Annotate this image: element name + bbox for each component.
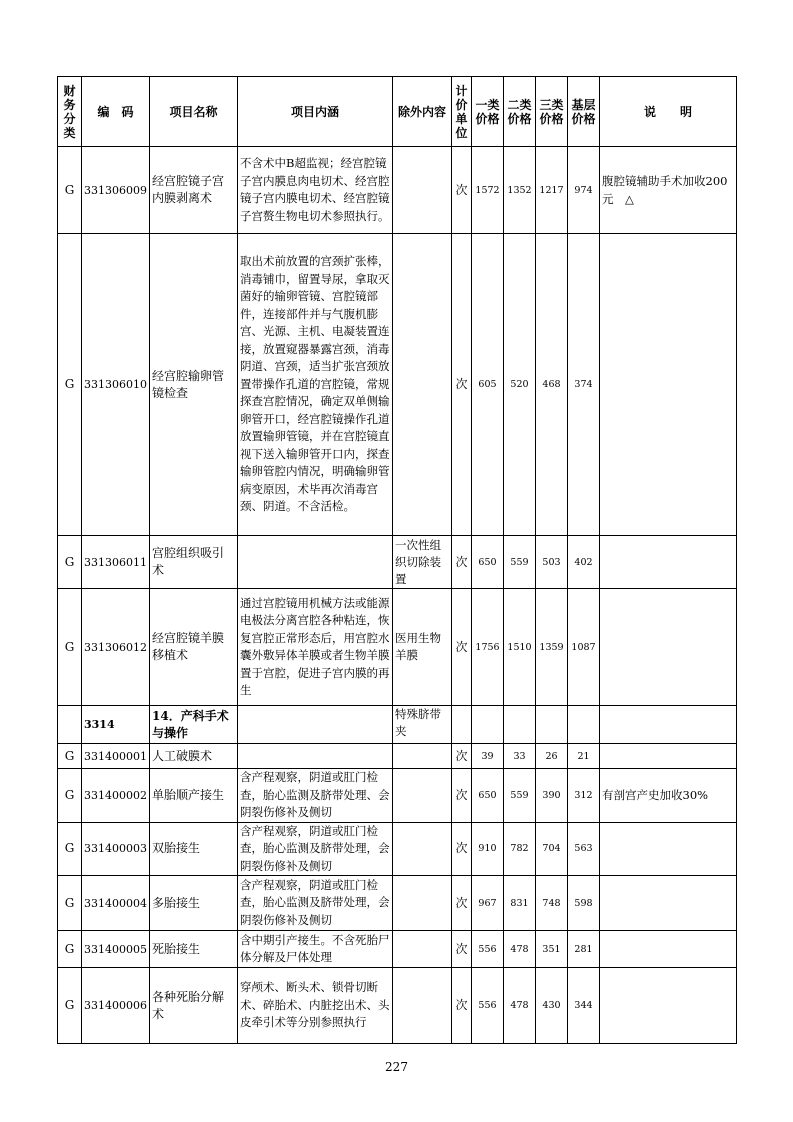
price1-cell: [472, 706, 504, 744]
price1-cell: 605: [472, 234, 504, 536]
exclusion-cell: 特殊脐带夹: [393, 706, 452, 744]
header-price2: 二类价格: [504, 77, 536, 147]
page-number: 227: [385, 1060, 408, 1074]
header-code: 编 码: [82, 77, 150, 147]
price3-cell: 351: [536, 931, 568, 968]
note-cell: 有剖宫产史加收30%: [600, 769, 737, 823]
name-cell: 宫腔组织吸引术: [150, 536, 238, 589]
name-cell: 死胎接生: [150, 931, 238, 968]
table-row: [58, 931, 737, 968]
price3-cell: 748: [536, 876, 568, 931]
price3-cell: [536, 706, 568, 744]
unit-cell: 次: [452, 744, 472, 769]
content-cell: 含产程观察，阴道或肛门检查，胎心监测及脐带处理，会阴裂伤修补及侧切: [238, 876, 393, 931]
code-cell: 331400006: [82, 968, 150, 1044]
note-cell: [600, 822, 737, 876]
exclusion-cell: 一次性组织切除装置: [393, 536, 452, 589]
code-cell: 331400001: [82, 744, 150, 769]
price-base-cell: 563: [568, 822, 600, 876]
price2-cell: 831: [504, 876, 536, 931]
header-price3: 三类价格: [536, 77, 568, 147]
name-cell: 经宫腔输卵管镜检查: [150, 234, 238, 536]
category-cell: G: [58, 876, 82, 931]
unit-cell: 次: [452, 234, 472, 536]
exclusion-cell: [393, 147, 452, 234]
price2-cell: 520: [504, 234, 536, 536]
content-cell: 取出术前放置的宫颈扩张棒，消毒铺巾，留置导尿，拿取灭菌好的输卵管镜、宫腔镜部件，连接部件并与气腹机膨宫、光源、主机、电凝装置连接，放置窥器暴露宫颈，消毒阴道、宫颈，适当扩张宫颈放置带操作孔道的宫腔镜，常规探查宫腔情况，确定双单侧输卵管开口，经宫腔镜操作孔道放置输卵管镜，并在宫腔镜直视下送入输卵管开口内，探查输卵管腔内情况，明确输卵管病变原因，术毕再次消毒宫颈、阴道。不含活检。: [238, 234, 393, 536]
category-cell: G: [58, 536, 82, 589]
code-cell: 331306012: [82, 589, 150, 706]
note-cell: [600, 589, 737, 706]
code-cell: 331400002: [82, 769, 150, 823]
price2-cell: 559: [504, 536, 536, 589]
price1-cell: 556: [472, 968, 504, 1044]
table-row: [58, 822, 737, 876]
exclusion-cell: [393, 822, 452, 876]
price2-cell: 782: [504, 822, 536, 876]
content-cell: [238, 706, 393, 744]
content-cell: 穿颅术、断头术、锁骨切断术、碎胎术、内脏挖出术、头皮牵引术等分别参照执行: [238, 968, 393, 1044]
price3-cell: 26: [536, 744, 568, 769]
price1-cell: 1572: [472, 147, 504, 234]
category-cell: G: [58, 147, 82, 234]
table-row: [58, 589, 737, 706]
name-cell: 单胎顺产接生: [150, 769, 238, 823]
name-cell: 各种死胎分解术: [150, 968, 238, 1044]
price-base-cell: 374: [568, 234, 600, 536]
header-row: [58, 77, 737, 147]
price2-cell: 33: [504, 744, 536, 769]
price-base-cell: [568, 706, 600, 744]
unit-cell: 次: [452, 147, 472, 234]
price-base-cell: 312: [568, 769, 600, 823]
category-cell: G: [58, 822, 82, 876]
unit-cell: 次: [452, 822, 472, 876]
price2-cell: 478: [504, 968, 536, 1044]
pricing-table: [57, 76, 737, 1044]
unit-cell: 次: [452, 931, 472, 968]
note-cell: [600, 234, 737, 536]
price-base-cell: 344: [568, 968, 600, 1044]
content-cell: [238, 744, 393, 769]
price1-cell: 910: [472, 822, 504, 876]
exclusion-cell: [393, 968, 452, 1044]
price3-cell: 468: [536, 234, 568, 536]
price1-cell: 39: [472, 744, 504, 769]
price-base-cell: 402: [568, 536, 600, 589]
content-cell: 含产程观察，阴道或肛门检查，胎心监测及脐带处理，会阴裂伤修补及侧切: [238, 822, 393, 876]
table-row: [58, 147, 737, 234]
note-cell: 腹腔镜辅助手术加收200元 △: [600, 147, 737, 234]
price3-cell: 1217: [536, 147, 568, 234]
table-row: [58, 769, 737, 823]
header-price1: 一类价格: [472, 77, 504, 147]
section-row: [58, 706, 737, 744]
price-base-cell: 974: [568, 147, 600, 234]
content-cell: 含中期引产接生。不含死胎尸体分解及尸体处理: [238, 931, 393, 968]
table-row: [58, 968, 737, 1044]
unit-cell: [452, 706, 472, 744]
price3-cell: 430: [536, 968, 568, 1044]
price2-cell: 1352: [504, 147, 536, 234]
code-cell: 331306011: [82, 536, 150, 589]
name-cell: 经宫腔镜羊膜移植术: [150, 589, 238, 706]
unit-cell: 次: [452, 968, 472, 1044]
category-cell: G: [58, 234, 82, 536]
table-row: [58, 234, 737, 536]
header-note: 说 明: [600, 77, 737, 147]
price3-cell: 503: [536, 536, 568, 589]
code-cell: 331400003: [82, 822, 150, 876]
price1-cell: 650: [472, 536, 504, 589]
exclusion-cell: [393, 931, 452, 968]
code-cell: 331400004: [82, 876, 150, 931]
header-category: 财务分类: [58, 77, 82, 147]
price2-cell: 559: [504, 769, 536, 823]
exclusion-cell: [393, 876, 452, 931]
category-cell: G: [58, 968, 82, 1044]
content-cell: 含产程观察，阴道或肛门检查，胎心监测及脐带处理、会阴裂伤修补及侧切: [238, 769, 393, 823]
note-cell: [600, 876, 737, 931]
price-base-cell: 1087: [568, 589, 600, 706]
table-row: [58, 536, 737, 589]
content-cell: [238, 536, 393, 589]
price2-cell: [504, 706, 536, 744]
price1-cell: 967: [472, 876, 504, 931]
header-name: 项目名称: [150, 77, 238, 147]
content-cell: 通过宫腔镜用机械方法或能源电极法分离宫腔各种粘连，恢复宫腔正常形态后，用宫腔水囊外敷异体羊膜或者生物羊膜置于宫腔，促进子宫内膜的再生: [238, 589, 393, 706]
content-cell: 不含术中B超监视；经宫腔镜子宫内膜息肉电切术、经宫腔镜子宫内膜电切术、经宫腔镜子宫赘生物电切术参照执行。: [238, 147, 393, 234]
exclusion-cell: 医用生物羊膜: [393, 589, 452, 706]
price3-cell: 390: [536, 769, 568, 823]
header-content: 项目内涵: [238, 77, 393, 147]
exclusion-cell: [393, 744, 452, 769]
exclusion-cell: [393, 769, 452, 823]
name-cell: 经宫腔镜子宫内膜剥离术: [150, 147, 238, 234]
price1-cell: 556: [472, 931, 504, 968]
unit-cell: 次: [452, 536, 472, 589]
category-cell: G: [58, 744, 82, 769]
price1-cell: 1756: [472, 589, 504, 706]
price-base-cell: 281: [568, 931, 600, 968]
price3-cell: 1359: [536, 589, 568, 706]
price1-cell: 650: [472, 769, 504, 823]
unit-cell: 次: [452, 876, 472, 931]
note-cell: [600, 744, 737, 769]
section-code-cell: 3314: [82, 706, 150, 744]
note-cell: [600, 706, 737, 744]
name-cell: 多胎接生: [150, 876, 238, 931]
price3-cell: 704: [536, 822, 568, 876]
unit-cell: 次: [452, 769, 472, 823]
price-base-cell: 21: [568, 744, 600, 769]
code-cell: 331306009: [82, 147, 150, 234]
price2-cell: 1510: [504, 589, 536, 706]
code-cell: 331400005: [82, 931, 150, 968]
exclusion-cell: [393, 234, 452, 536]
code-cell: 331306010: [82, 234, 150, 536]
price2-cell: 478: [504, 931, 536, 968]
header-price-base: 基层价格: [568, 77, 600, 147]
header-exclusion: 除外内容: [393, 77, 452, 147]
category-cell: G: [58, 931, 82, 968]
note-cell: [600, 931, 737, 968]
category-cell: [58, 706, 82, 744]
table-row: [58, 744, 737, 769]
name-cell: 双胎接生: [150, 822, 238, 876]
table-row: [58, 876, 737, 931]
header-unit: 计价单位: [452, 77, 472, 147]
note-cell: [600, 536, 737, 589]
section-title-cell: 14．产科手术与操作: [150, 706, 238, 744]
name-cell: 人工破膜术: [150, 744, 238, 769]
unit-cell: 次: [452, 589, 472, 706]
price-base-cell: 598: [568, 876, 600, 931]
category-cell: G: [58, 769, 82, 823]
note-cell: [600, 968, 737, 1044]
category-cell: G: [58, 589, 82, 706]
